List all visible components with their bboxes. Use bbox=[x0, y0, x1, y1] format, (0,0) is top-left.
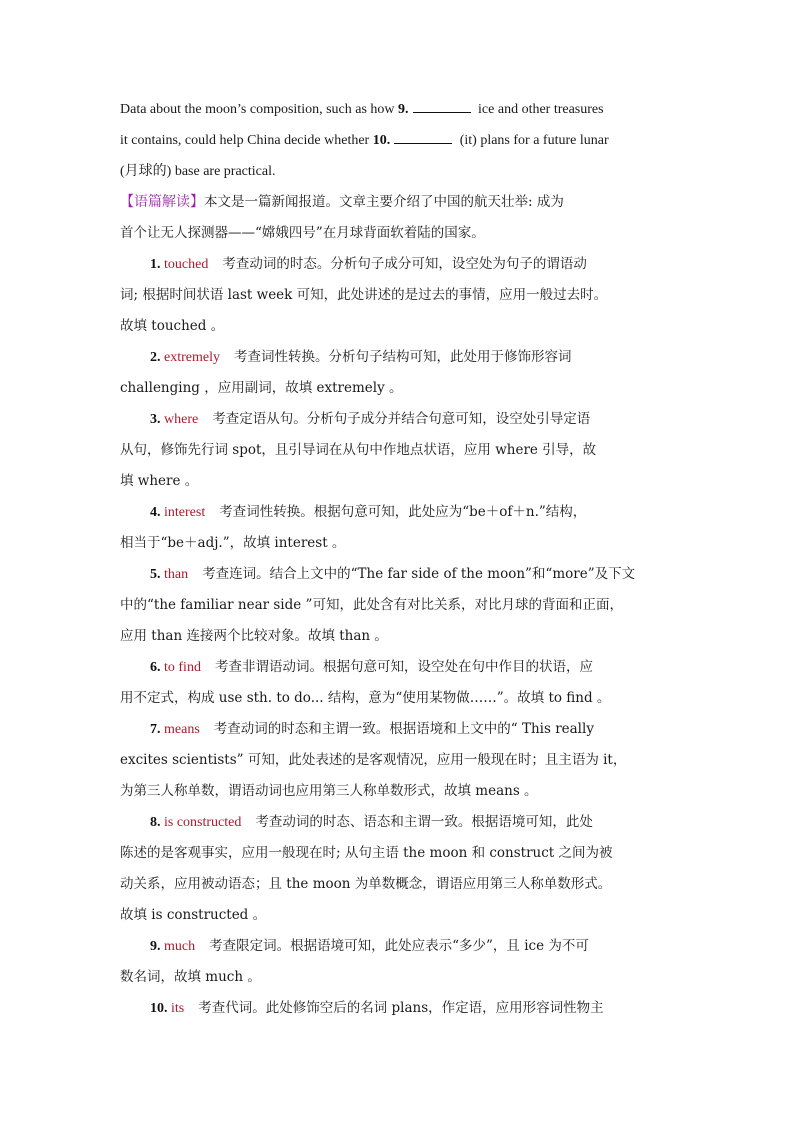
passage-text: (it) plans for a future lunar bbox=[459, 133, 609, 148]
answer-word: interest bbox=[160, 505, 206, 520]
explanation-text: 从句，修饰先行词 spot，且引导词在从句中作地点状语，应用 where 引导，故 bbox=[120, 442, 597, 458]
explanation-text: 考查限定词。根据语境可知，此处应表示“多少”，且 ice 为不可 bbox=[209, 938, 589, 954]
item-number: 1. bbox=[150, 257, 161, 272]
analysis-tag: 【语篇解读】 bbox=[120, 194, 204, 210]
explanation-text: 考查定语从句。分析句子成分并结合句意可知，设空处引导定语 bbox=[212, 411, 591, 427]
explanation-line bbox=[120, 869, 676, 900]
explanation-item bbox=[120, 993, 676, 1024]
explanation-line bbox=[120, 311, 676, 342]
explanation-line bbox=[120, 373, 676, 404]
explanation-line bbox=[120, 993, 676, 1024]
item-number: 8. bbox=[150, 815, 161, 830]
item-number: 5. bbox=[150, 567, 161, 582]
item-number: 9. bbox=[150, 939, 161, 954]
passage-text: (月球的) base are practical. bbox=[120, 164, 276, 179]
explanation-text: 考查动词的时态和主谓一致。根据语境和上文中的“ This really bbox=[213, 721, 594, 737]
answer-word: extremely bbox=[160, 350, 220, 365]
explanation-line bbox=[120, 838, 676, 869]
explanation-text: excites scientists” 可知，此处表述的是客观情况，应用一般现在时；且主语为 it， bbox=[120, 752, 627, 768]
passage-text: ice and other treasures bbox=[478, 102, 604, 117]
explanation-line bbox=[120, 900, 676, 931]
explanation-item bbox=[120, 931, 676, 993]
passage-text: Data about the moon’s composition, such as how bbox=[120, 102, 395, 117]
analysis-line-1 bbox=[120, 187, 676, 218]
passage-line-2 bbox=[120, 125, 676, 156]
analysis-text: 首个让无人探测器——“嫦娥四号”在月球背面软着陆的国家。 bbox=[120, 225, 485, 241]
blank-10 bbox=[394, 130, 452, 144]
blank-number-10: 10. bbox=[372, 133, 391, 148]
answer-word: where bbox=[160, 412, 199, 427]
answer-word: means bbox=[160, 722, 200, 737]
explanation-line bbox=[120, 807, 676, 838]
explanation-line bbox=[120, 435, 676, 466]
explanation-line bbox=[120, 714, 676, 745]
blank-number-9: 9. bbox=[398, 102, 409, 117]
explanation-line bbox=[120, 745, 676, 776]
item-number: 4. bbox=[150, 505, 161, 520]
explanation-item bbox=[120, 559, 676, 652]
explanation-item bbox=[120, 652, 676, 714]
analysis-line-2 bbox=[120, 218, 676, 249]
passage-text: it contains, could help China decide whether bbox=[120, 133, 370, 148]
explanation-text: 考查非谓语动词。根据句意可知，设空处在句中作目的状语，应 bbox=[214, 659, 593, 675]
explanation-text: 应用 than 连接两个比较对象。故填 than 。 bbox=[120, 628, 388, 644]
answer-word: is constructed bbox=[160, 815, 242, 830]
item-number: 6. bbox=[150, 660, 161, 675]
explanation-line bbox=[120, 683, 676, 714]
answer-word: than bbox=[160, 567, 189, 582]
explanation-item bbox=[120, 404, 676, 497]
explanation-text: 用不定式，构成 use sth. to do... 结构，意为“使用某物做……”。故填 to find 。 bbox=[120, 690, 611, 706]
answer-word: much bbox=[160, 939, 196, 954]
explanation-item bbox=[120, 342, 676, 404]
explanation-line bbox=[120, 466, 676, 497]
analysis-text: 本文是一篇新闻报道。文章主要介绍了中国的航天壮举: 成为 bbox=[204, 194, 564, 210]
answer-explanations bbox=[120, 249, 676, 1024]
explanation-text: 考查词性转换。根据句意可知，此处应为“be＋of＋n.”结构， bbox=[219, 504, 587, 520]
blank-9 bbox=[413, 99, 471, 113]
passage-line-3 bbox=[120, 156, 676, 187]
explanation-line bbox=[120, 528, 676, 559]
explanation-item bbox=[120, 714, 676, 807]
explanation-text: 考查代词。此处修饰空后的名词 plans，作定语，应用形容词性物主 bbox=[198, 1000, 604, 1016]
explanation-line bbox=[120, 249, 676, 280]
explanation-text: 故填 touched 。 bbox=[120, 318, 225, 334]
explanation-line bbox=[120, 652, 676, 683]
explanation-line bbox=[120, 497, 676, 528]
explanation-text: 故填 is constructed 。 bbox=[120, 907, 267, 923]
answer-word: touched bbox=[160, 257, 209, 272]
explanation-text: 考查动词的时态。分析句子成分可知，设空处为句子的谓语动 bbox=[222, 256, 587, 272]
explanation-line bbox=[120, 404, 676, 435]
explanation-text: 为第三人称单数，谓语动词也应用第三人称单数形式，故填 means 。 bbox=[120, 783, 538, 799]
answer-word: its bbox=[167, 1001, 185, 1016]
explanation-text: 陈述的是客观事实，应用一般现在时; 从句主语 the moon 和 construct 之间为被 bbox=[120, 845, 613, 861]
explanation-text: challenging ，应用副词，故填 extremely 。 bbox=[120, 380, 403, 396]
explanation-item bbox=[120, 497, 676, 559]
answer-word: to find bbox=[160, 660, 201, 675]
explanation-item bbox=[120, 249, 676, 342]
explanation-line bbox=[120, 962, 676, 993]
explanation-text: 词; 根据时间状语 last week 可知，此处讲述的是过去的事情，应用一般过去时。 bbox=[120, 287, 608, 303]
explanation-text: 考查词性转换。分析句子结构可知，此处用于修饰形容词 bbox=[233, 349, 572, 365]
explanation-line bbox=[120, 590, 676, 621]
item-number: 7. bbox=[150, 722, 161, 737]
explanation-text: 相当于“be＋adj.”，故填 interest 。 bbox=[120, 535, 346, 551]
item-number: 10. bbox=[150, 1001, 168, 1016]
explanation-line bbox=[120, 776, 676, 807]
explanation-text: 中的“the familiar near side ”可知，此处含有对比关系，对比月球的背面和正面， bbox=[120, 597, 623, 613]
document-page bbox=[120, 94, 676, 1024]
explanation-text: 填 where 。 bbox=[120, 473, 199, 489]
explanation-line bbox=[120, 280, 676, 311]
passage-line-1 bbox=[120, 94, 676, 125]
item-number: 2. bbox=[150, 350, 161, 365]
explanation-line bbox=[120, 342, 676, 373]
explanation-text: 数名词，故填 much 。 bbox=[120, 969, 261, 985]
explanation-line bbox=[120, 559, 676, 590]
explanation-text: 动关系，应用被动语态；且 the moon 为单数概念，谓语应用第三人称单数形式。 bbox=[120, 876, 612, 892]
explanation-line bbox=[120, 931, 676, 962]
explanation-line bbox=[120, 621, 676, 652]
explanation-item bbox=[120, 807, 676, 931]
explanation-text: 考查动词的时态、语态和主谓一致。根据语境可知，此处 bbox=[255, 814, 593, 830]
explanation-text: 考查连词。结合上文中的“The far side of the moon”和“more”及下文 bbox=[202, 566, 636, 582]
item-number: 3. bbox=[150, 412, 161, 427]
